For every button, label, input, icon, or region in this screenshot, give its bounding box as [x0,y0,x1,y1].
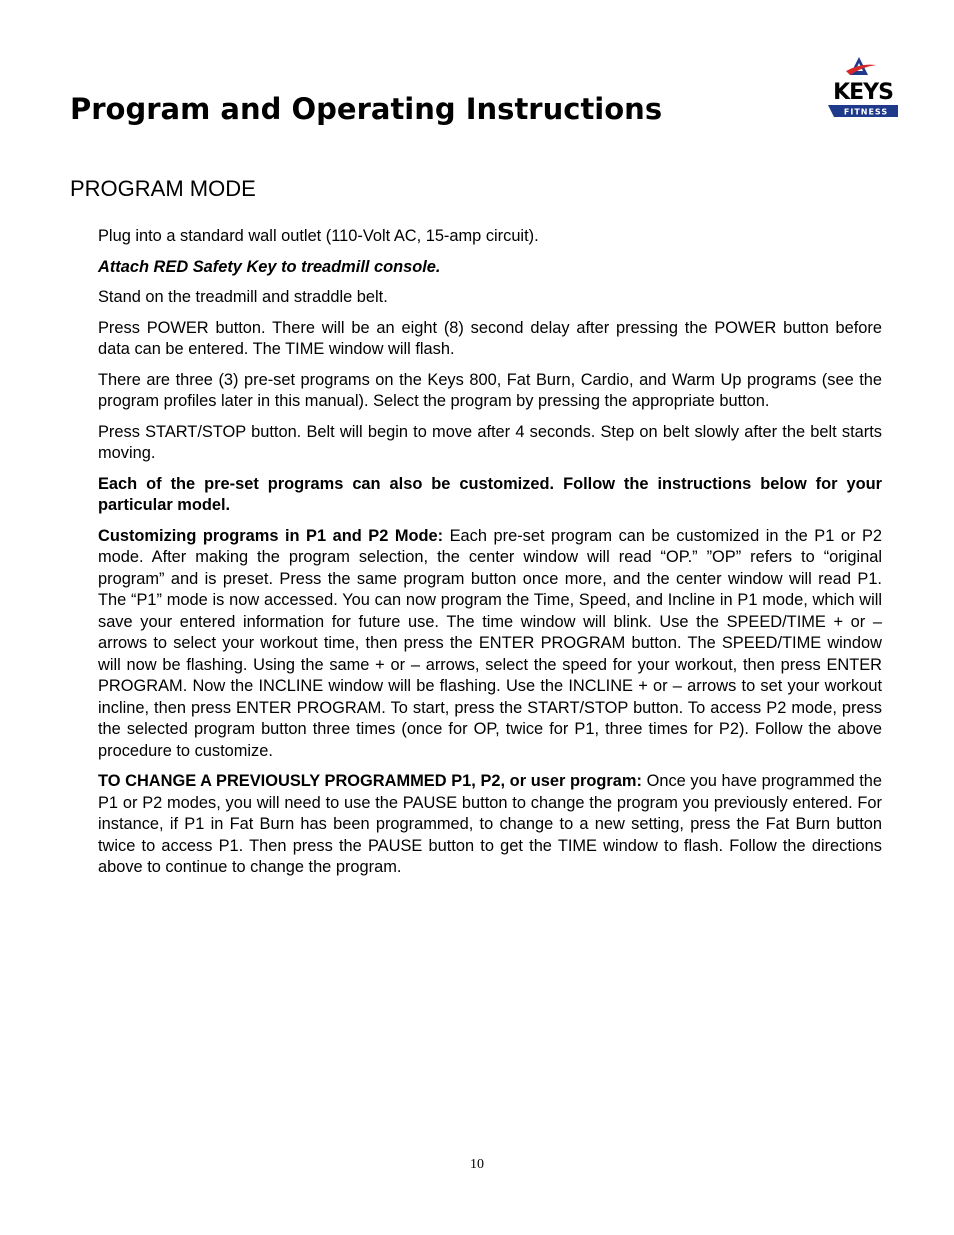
instructions-body [98,226,882,888]
page-number: 10 [470,1157,484,1172]
paragraph-safety-key: Attach RED Safety Key to treadmill console. [98,257,441,276]
logo-text-fitness: FITNESS [843,107,889,117]
customizing-body: Each pre-set program can be customized in the P1 or P2 mode. After making the program selection, the center window will read “OP.” ”OP” refers to “original program” and is preset. Press the same program button once more, and the center window will read P1. The “P1” mode is now accessed. You can now program the Time, Speed, and Incline in P1 mode, which will save your entered information for future use. The time window will blink. Use the SPEED/TIME + or – arrows to select your workout time, then press the ENTER PROGRAM button. The SPEED/TIME window will now be flashing. Using the same + or – arrows, select the speed for your workout, then press ENTER PROGRAM. Now the INCLINE window will be flashing. Use the INCLINE + or – arrows to set your workout incline, then press ENTER PROGRAM. To start, press the START/STOP button. To access P2 mode, press the selected program button three times (once for OP, twice for P1, three times for P2). Follow the above procedure to customize. [98,526,883,760]
page-title: Program and Operating Instructions [70,92,663,126]
keys-fitness-logo [826,55,900,119]
paragraph-start-stop: Press START/STOP button. Belt will begin to move after 4 seconds. Step on belt slowly after the belt starts moving. [98,422,882,462]
section-heading: PROGRAM MODE [70,176,256,201]
paragraph-customizing-p1-p2 [98,526,882,763]
paragraph-change-program [98,771,882,879]
paragraph-preset-programs: There are three (3) pre-set programs on the Keys 800, Fat Burn, Cardio, and Warm Up programs (see the program profiles later in this manual). Select the program by pressing the appropriate button. [98,370,882,410]
paragraph-straddle-belt: Stand on the treadmill and straddle belt. [98,288,388,306]
logo-text-keys: KEYS [833,80,893,105]
paragraph-power-button: Press POWER button. There will be an eight (8) second delay after pressing the POWER button before data can be entered. The TIME window will flash. [98,318,882,358]
paragraph-plug-in: Plug into a standard wall outlet (110-Volt AC, 15-amp circuit). [98,227,539,245]
paragraph-customize-note: Each of the pre-set programs can also be customized. Follow the instructions below for your particular model. [98,474,882,514]
customizing-lead: Customizing programs in P1 and P2 Mode: [98,526,444,545]
change-program-body: Once you have programmed the P1 or P2 modes, you will need to use the PAUSE button to change the program you previously entered. For instance, if P1 in Fat Burn has been programmed, to change to a new setting, press the Fat Burn button twice to access P1. Then press the PAUSE button to get the TIME window to flash. Follow the directions above to continue to change the program. [98,772,883,876]
keys-fitness-logo-icon [826,55,900,119]
change-program-lead: TO CHANGE A PREVIOUSLY PROGRAMMED P1, P2, or user program: [98,772,642,790]
